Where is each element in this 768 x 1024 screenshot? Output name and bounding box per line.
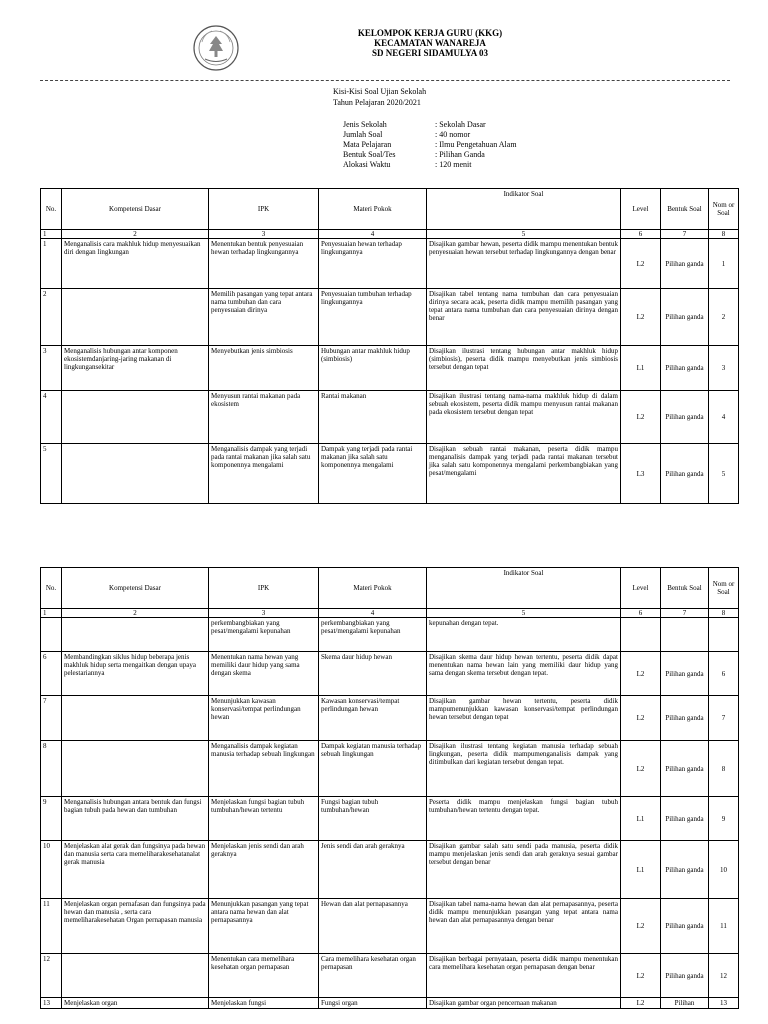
nomor-soal-cell: 1 [709, 239, 739, 289]
indikator-soal-cell: Peserta didik mampu menjelaskan fungsi bagian tubuh tumbuhan/hewan tertentu dengan tepat. [427, 797, 621, 841]
level-cell: L2 [621, 652, 661, 696]
ipk-cell: Menentukan nama hewan yang memiliki daur hidup yang sama dengan skema [209, 652, 319, 696]
materi-pokok-cell: Cara memelihara kesehatan organ pernapasan [319, 954, 427, 998]
bentuk-soal-cell: Pilihan ganda [661, 289, 709, 346]
nomor-soal-cell: 5 [709, 444, 739, 504]
kompetensi-dasar-cell [62, 391, 209, 444]
bentuk-soal-cell: Pilihan ganda [661, 391, 709, 444]
col-number: 8 [709, 230, 739, 239]
materi-pokok-cell: Fungsi bagian tubuh tumbuhan/hewan [319, 797, 427, 841]
nomor-soal-cell: 8 [709, 741, 739, 797]
kompetensi-dasar-cell: Membandingkan siklus hidup beberapa jenis makhluk hidup serta mengaitkan dengan upaya pelestariannya [62, 652, 209, 696]
row-no-cell: 11 [41, 899, 62, 954]
row-no-cell [41, 618, 62, 652]
ipk-cell: Menjelaskan fungsi [209, 998, 319, 1009]
row-no-cell: 5 [41, 444, 62, 504]
ipk-cell: Menjelaskan jenis sendi dan arah geraknya [209, 841, 319, 899]
col-number: 4 [319, 609, 427, 618]
indikator-soal-cell: Disajikan gambar hewan, peserta didik mampu menentukan bentuk penyesuaian hewan tersebut terhadap lingkungannya dengan benar [427, 239, 621, 289]
nomor-soal-cell: 11 [709, 899, 739, 954]
col-header-ipk: IPK [209, 189, 319, 230]
kompetensi-dasar-cell: Menganalisis cara makhluk hidup menyesuaikan diri dengan lingkungan [62, 239, 209, 289]
column-number-row [41, 230, 739, 239]
nomor-soal-cell: 12 [709, 954, 739, 998]
kompetensi-dasar-cell [62, 444, 209, 504]
info-row [343, 120, 517, 130]
row-no-cell: 4 [41, 391, 62, 444]
col-header-no: No. [41, 189, 62, 230]
ipk-cell: Menunjukkan kawasan konservasi/tempat perlindungan hewan [209, 696, 319, 741]
row-no-cell: 3 [41, 346, 62, 391]
col-header-level: Level [621, 568, 661, 609]
col-number: 7 [661, 230, 709, 239]
kisi-kisi-table-2 [40, 567, 739, 1009]
table-header-row [41, 189, 739, 230]
ipk-cell: Menyusun rantai makanan pada ekosistem [209, 391, 319, 444]
ipk-cell: Menganalisis dampak yang terjadi pada rantai makanan jika salah satu komponennya mengalami [209, 444, 319, 504]
col-header-nomor: Nom or Soal [709, 189, 739, 230]
subtitle-line-1: Kisi-Kisi Soal Ujian Sekolah [333, 87, 427, 96]
kompetensi-dasar-cell [62, 954, 209, 998]
indikator-soal-cell: kepunahan dengan tepat. [427, 618, 621, 652]
table-row [41, 444, 739, 504]
row-no-cell: 2 [41, 289, 62, 346]
col-header-ipk: IPK [209, 568, 319, 609]
kompetensi-dasar-cell [62, 289, 209, 346]
materi-pokok-cell: Penyesuaian hewan terhadap lingkungannya [319, 239, 427, 289]
bentuk-soal-cell: Pilihan ganda [661, 797, 709, 841]
nomor-soal-cell [709, 618, 739, 652]
kompetensi-dasar-cell: Menganalisis hubungan antara bentuk dan fungsi bagian tubuh pada hewan dan tumbuhan [62, 797, 209, 841]
row-no-cell: 12 [41, 954, 62, 998]
col-number: 4 [319, 230, 427, 239]
nomor-soal-cell: 4 [709, 391, 739, 444]
col-number: 8 [709, 609, 739, 618]
col-number: 7 [661, 609, 709, 618]
col-number: 2 [62, 609, 209, 618]
level-cell: L1 [621, 841, 661, 899]
col-number: 6 [621, 609, 661, 618]
level-cell [621, 618, 661, 652]
kompetensi-dasar-cell [62, 741, 209, 797]
materi-pokok-cell: Fungsi organ [319, 998, 427, 1009]
col-header-kd: Kompetensi Dasar [62, 189, 209, 230]
level-cell: L2 [621, 391, 661, 444]
letterhead [330, 28, 530, 58]
level-cell: L2 [621, 954, 661, 998]
row-no-cell: 10 [41, 841, 62, 899]
col-header-materi: Materi Pokok [319, 568, 427, 609]
materi-pokok-cell: Dampak yang terjadi pada rantai makanan jika salah satu komponennya mengalami [319, 444, 427, 504]
kisi-kisi-table-1 [40, 188, 739, 504]
info-label: Alokasi Waktu [343, 160, 391, 169]
col-header-bentuk: Bentuk Soal [661, 189, 709, 230]
info-block [343, 120, 517, 170]
indikator-soal-cell: Disajikan skema daur hidup hewan tertentu, peserta didik dapat menentukan nama hewan lain yang memiliki daur hidup yang sama dengan skema tersebut dengan tepat. [427, 652, 621, 696]
info-row [343, 130, 517, 140]
level-cell: L2 [621, 696, 661, 741]
info-label: Jumlah Soal [343, 130, 383, 139]
ipk-cell: perkembangbiakan yang pesat/mengalami kepunahan [209, 618, 319, 652]
indikator-soal-cell: Disajikan gambar hewan tertentu, peserta didik mampumenunjukkan kawasan konservasi/tempat perlindungan hewan tersebut dengan tepat [427, 696, 621, 741]
table-row [41, 391, 739, 444]
bentuk-soal-cell: Pilihan ganda [661, 696, 709, 741]
ipk-cell: Memilih pasangan yang tepat antara nama tumbuhan dan cara penyesuaian dirinya [209, 289, 319, 346]
materi-pokok-cell: Penyesuaian tumbuhan terhadap lingkungannya [319, 289, 427, 346]
tut-wuri-handayani-logo-icon [190, 24, 242, 72]
bentuk-soal-cell: Pilihan ganda [661, 741, 709, 797]
table-row [41, 899, 739, 954]
table-row [41, 346, 739, 391]
indikator-soal-cell: Disajikan ilustrasi tentang kegiatan manusia terhadap sebuah lingkungan, peserta didik mampumenganalisis dampak yang ditimbulkan dari kegiatan tersebut dengan tepat. [427, 741, 621, 797]
nomor-soal-cell: 13 [709, 998, 739, 1009]
materi-pokok-cell: Jenis sendi dan arah geraknya [319, 841, 427, 899]
col-number: 5 [427, 230, 621, 239]
nomor-soal-cell: 3 [709, 346, 739, 391]
materi-pokok-cell: Hewan dan alat pernapasannya [319, 899, 427, 954]
nomor-soal-cell: 2 [709, 289, 739, 346]
table-row [41, 289, 739, 346]
bentuk-soal-cell [661, 618, 709, 652]
info-label: Bentuk Soal/Tes [343, 150, 396, 159]
info-row [343, 160, 517, 170]
kompetensi-dasar-cell: Menjelaskan organ [62, 998, 209, 1009]
level-cell: L3 [621, 444, 661, 504]
col-header-materi: Materi Pokok [319, 189, 427, 230]
indikator-soal-cell: Disajikan gambar organ pencernaan makanan [427, 998, 621, 1009]
table-row [41, 239, 739, 289]
nomor-soal-cell: 7 [709, 696, 739, 741]
col-header-nomor: Nom or Soal [709, 568, 739, 609]
col-header-no: No. [41, 568, 62, 609]
ipk-cell: Menganalisis dampak kegiatan manusia terhadap sebuah lingkungan [209, 741, 319, 797]
bentuk-soal-cell: Pilihan ganda [661, 444, 709, 504]
bentuk-soal-cell: Pilihan ganda [661, 239, 709, 289]
table-row [41, 998, 739, 1009]
col-number: 1 [41, 230, 62, 239]
ipk-cell: Menentukan bentuk penyesuaian hewan terhadap lingkungannya [209, 239, 319, 289]
indikator-soal-cell: Disajikan ilustrasi tentang nama-nama makhluk hidup di dalam sebuah ekosistem, peserta didik mampu menyusun rantai makanan pada ekosistem tersebut dengan tepat [427, 391, 621, 444]
level-cell: L2 [621, 899, 661, 954]
materi-pokok-cell: Hubungan antar makhluk hidup (simbiosis) [319, 346, 427, 391]
col-header-bentuk: Bentuk Soal [661, 568, 709, 609]
row-no-cell: 6 [41, 652, 62, 696]
table-row [41, 696, 739, 741]
col-number: 3 [209, 609, 319, 618]
nomor-soal-cell: 10 [709, 841, 739, 899]
bentuk-soal-cell: Pilihan ganda [661, 346, 709, 391]
bentuk-soal-cell: Pilihan ganda [661, 899, 709, 954]
row-no-cell: 7 [41, 696, 62, 741]
materi-pokok-cell: Skema daur hidup hewan [319, 652, 427, 696]
nomor-soal-cell: 6 [709, 652, 739, 696]
info-row [343, 150, 517, 160]
row-no-cell: 9 [41, 797, 62, 841]
indikator-soal-cell: Disajikan berbagai pernyataan, peserta didik mampu menentukan cara memelihara kesehatan organ pernapasan dengan benar [427, 954, 621, 998]
document-subtitle [333, 86, 426, 108]
column-number-row [41, 609, 739, 618]
level-cell: L2 [621, 239, 661, 289]
col-header-indikator: Indikator Soal [427, 189, 621, 230]
kompetensi-dasar-cell [62, 618, 209, 652]
row-no-cell: 1 [41, 239, 62, 289]
ipk-cell: Menyebutkan jenis simbiosis [209, 346, 319, 391]
indikator-soal-cell: Disajikan gambar salah satu sendi pada manusia, peserta didik mampu menjelaskan jenis sendi dan arah geraknya sesuai gambar tersebut dengan benar [427, 841, 621, 899]
table-row [41, 741, 739, 797]
ipk-cell: Menjelaskan fungsi bagian tubuh tumbuhan/hewan tertentu [209, 797, 319, 841]
info-value: : 40 nomor [435, 130, 471, 139]
table-header-row [41, 568, 739, 609]
table-row [41, 841, 739, 899]
table-row [41, 652, 739, 696]
letterhead-line-3: SD NEGERI SIDAMULYA 03 [371, 48, 489, 58]
col-number: 6 [621, 230, 661, 239]
col-header-kd: Kompetensi Dasar [62, 568, 209, 609]
col-number: 1 [41, 609, 62, 618]
bentuk-soal-cell: Pilihan ganda [661, 652, 709, 696]
info-value: : Ilmu Pengetahuan Alam [435, 140, 517, 149]
bentuk-soal-cell: Pilihan [661, 998, 709, 1009]
ipk-cell: Menunjukkan pasangan yang tepat antara nama hewan dan alat pernapasannya [209, 899, 319, 954]
kompetensi-dasar-cell [62, 696, 209, 741]
letterhead-line-1: KELOMPOK KERJA GURU (KKG) [357, 28, 503, 38]
kompetensi-dasar-cell: Menjelaskan alat gerak dan fungsinya pada hewan dan manusia serta cara memeliharakesehatanalat gerak manusia [62, 841, 209, 899]
level-cell: L1 [621, 346, 661, 391]
table-row [41, 954, 739, 998]
col-header-level: Level [621, 189, 661, 230]
level-cell: L1 [621, 797, 661, 841]
indikator-soal-cell: Disajikan tabel tentang nama tumbuhan dan cara penyesuaian dirinya secara acak, peserta didik mampu memilih pasangan yang tepat antara nama tumbuhan dan cara penyesuaian dirinya dengan benar [427, 289, 621, 346]
header-divider [40, 80, 730, 81]
level-cell: L2 [621, 741, 661, 797]
kompetensi-dasar-cell: Menjelaskan organ pernafasan dan fungsinya pada hewan dan manusia , serta cara memeliharakesehatan Organ pernapasan manusia [62, 899, 209, 954]
materi-pokok-cell: perkembangbiakan yang pesat/mengalami kepunahan [319, 618, 427, 652]
indikator-soal-cell: Disajikan sebuah rantai makanan, peserta didik mampu menganalisis dampak yang terjadi pada rantai makanan tersebut jika salah satu komponennya mengalami perkembangbiakan yang pesat/mengalami [427, 444, 621, 504]
row-no-cell: 13 [41, 998, 62, 1009]
info-value: : 120 menit [435, 160, 472, 169]
info-label: Jenis Sekolah [343, 120, 387, 129]
letterhead-line-2: KECAMATAN WANAREJA [374, 38, 486, 48]
materi-pokok-cell: Rantai makanan [319, 391, 427, 444]
nomor-soal-cell: 9 [709, 797, 739, 841]
table-row [41, 797, 739, 841]
subtitle-line-2: Tahun Pelajaran 2020/2021 [333, 98, 421, 107]
info-label: Mata Pelajaran [343, 140, 392, 149]
col-header-indikator: Indikator Soal [427, 568, 621, 609]
row-no-cell: 8 [41, 741, 62, 797]
table-row [41, 618, 739, 652]
indikator-soal-cell: Disajikan ilustrasi tentang hubungan antar makhluk hidup (simbiosis), peserta didik mampu menyebutkan jenis simbiosis tersebut dengan tepat [427, 346, 621, 391]
info-value: : Pilihan Ganda [435, 150, 485, 159]
col-number: 5 [427, 609, 621, 618]
materi-pokok-cell: Kawasan konservasi/tempat perlindungan hewan [319, 696, 427, 741]
col-number: 3 [209, 230, 319, 239]
info-row [343, 140, 517, 150]
ipk-cell: Menentukan cara memelihara kesehatan organ pernapasan [209, 954, 319, 998]
bentuk-soal-cell: Pilihan ganda [661, 954, 709, 998]
indikator-soal-cell: Disajikan tabel nama-nama hewan dan alat pernapasannya, peserta didik mampu menunjukkan pasangan yang tepat antara nama hewan dan alat pernapasannya dengan benar [427, 899, 621, 954]
col-number: 2 [62, 230, 209, 239]
level-cell: L2 [621, 998, 661, 1009]
materi-pokok-cell: Dampak kegiatan manusia terhadap sebuah lingkungan [319, 741, 427, 797]
level-cell: L2 [621, 289, 661, 346]
info-value: : Sekolah Dasar [435, 120, 486, 129]
bentuk-soal-cell: Pilihan ganda [661, 841, 709, 899]
kompetensi-dasar-cell: Menganalisis hubungan antar komponen ekosistemdanjaring-jaring makanan di lingkungansekitar [62, 346, 209, 391]
